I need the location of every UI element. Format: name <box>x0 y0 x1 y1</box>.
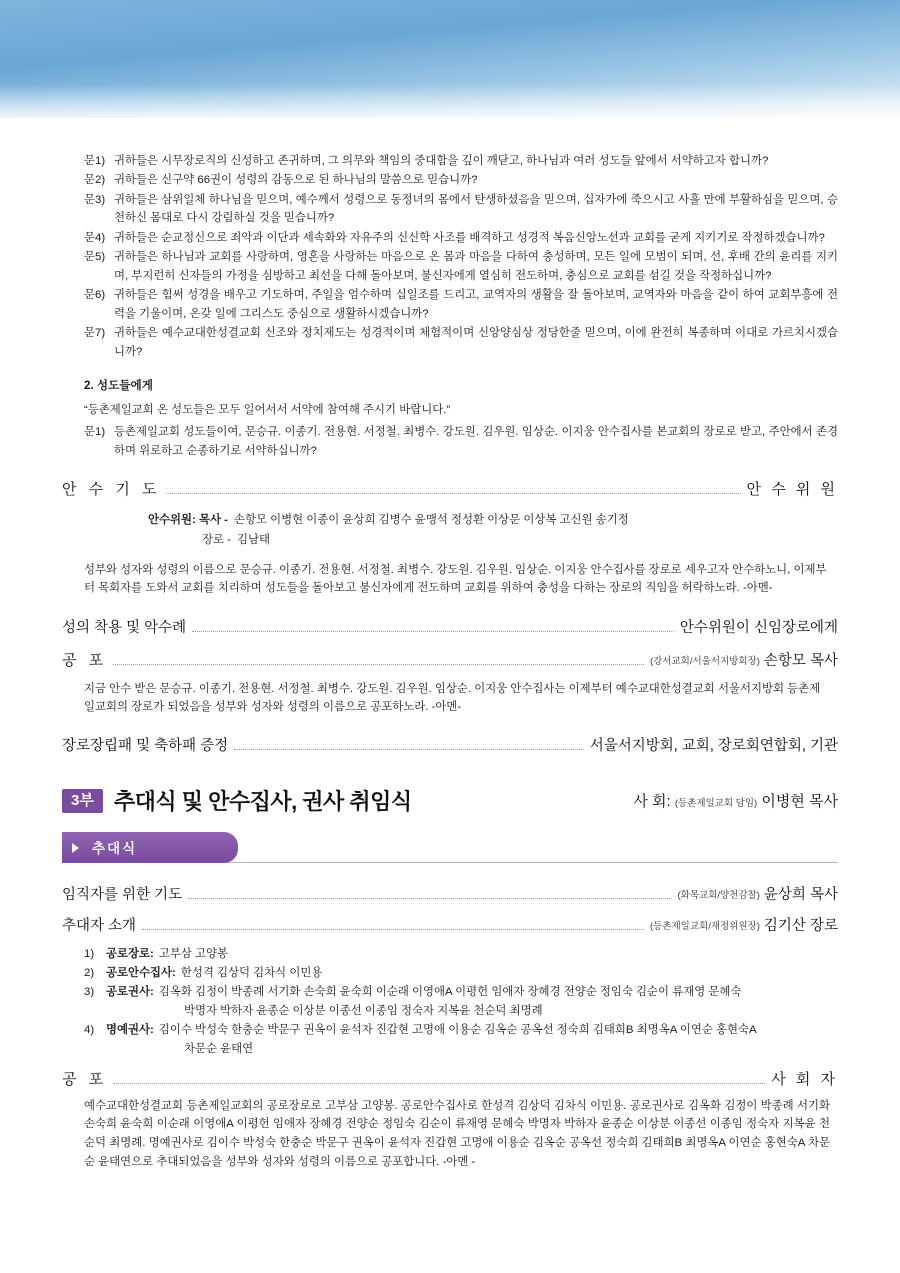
vow-question-label: 문3) <box>84 193 106 206</box>
dot-leader <box>142 928 644 930</box>
committee-pastors-row <box>148 511 830 531</box>
honoree-index: 2) <box>84 967 95 980</box>
prayer-for-officers-assignee <box>678 883 839 904</box>
dot-leader <box>234 748 584 750</box>
top-gradient-banner <box>0 0 900 118</box>
honoree-names: 고부삼 고양봉 <box>158 948 228 961</box>
honoree-intro-label: 추대자 소개 <box>62 918 137 935</box>
vow-question-item <box>84 248 838 285</box>
saints-question-text: 등촌제일교회 성도들이여, 문승규. 이종기. 전용현. 서정철. 최병수. 강도원. 김우원. 임상순. 이지웅 안수집사를 본교회의 장로로 받고, 주안에서 존경하며 위로하고 순종하기로 서약하십니까? <box>114 426 838 457</box>
vow-question-text: 귀하들은 삼위일체 하나님을 믿으며, 예수께서 성령으로 동정녀의 몸에서 탄생하셨음을 믿으며, 십자가에 죽으시고 사흘 만에 부활하심을 믿으며, 승천하신 몸대로 다시 강림하실 것을 믿습니까? <box>114 193 838 225</box>
vow-question-label: 문5) <box>84 251 106 264</box>
part3-host-label: 사 회: <box>633 793 671 811</box>
honoree-item <box>84 983 838 1001</box>
vow-question-text: 귀하들은 신구약 66권이 성령의 감동으로 된 하나님의 말씀으로 믿습니까? <box>114 174 478 187</box>
honoree-category: 공로권사: <box>106 986 154 999</box>
honoree-list <box>0 935 900 1057</box>
proclaim-assignee-name: 손항모 목사 <box>763 652 838 669</box>
proclaim-assignee-affiliation: (강서교회/서울서지방회장) <box>649 655 760 667</box>
section-heading-saints: 2. 성도들에게 <box>84 379 153 393</box>
vow-question-label: 문1) <box>84 155 106 167</box>
honoree-names: 김옥화 김정이 박종례 서기화 손숙희 윤숙희 이순래 이영애A 이평헌 임애자 장혜경 전양순 정임숙 김순이 류재영 문혜숙 <box>158 986 742 999</box>
final-proclaim-label: 공 포 <box>62 1070 108 1088</box>
ordination-declaration-text: 성부와 성자와 성령의 이름으로 문승규. 이종기. 전용현. 서정철. 최병수. 강도원. 김우원. 임상순. 이지웅 안수집사를 장로로 세우고자 안수하노니, 이제부터 목회자를 도와서 교회를 치리하며 성도들을 돌아보고 불신자에게 전도하며 교회를 위하여 충성을 다하는 장로의 직임을 허락하노라. -아멘- <box>84 563 827 595</box>
proclaim-assignee <box>650 649 838 670</box>
document-content <box>0 118 900 1172</box>
banner-fade <box>0 84 900 118</box>
part3-badge: 3부 <box>62 789 103 813</box>
prayer-for-officers-label: 임직자를 위한 기도 <box>62 887 183 904</box>
honoree-index: 3) <box>84 986 95 999</box>
vow-question-text: 귀하들은 힘써 성경을 배우고 기도하며, 주일을 엄수하며 십일조를 드리고, 교역자의 생활을 잘 돌아보며, 교역자와 마음을 같이 하여 교회부흥에 전력을 기울이며, 온갖 일에 그리스도 중심으로 생활하시겠습니까? <box>114 289 838 320</box>
vow-question-label: 문7) <box>84 327 106 340</box>
proclaim-text: 지금 안수 받은 문승규. 이종기. 전용현. 서정철. 최병수. 강도원. 김우원. 임상순. 이지웅 안수집사는 이제부터 예수교대한성결교회 서울서지방회 등촌제일교회의 장로가 되었음을 성부와 성자와 성령의 이름으로 공포하노라. -아멘- <box>84 682 821 713</box>
dot-leader <box>188 897 671 899</box>
part3-host-name: 이병현 목사 <box>761 793 838 811</box>
vow-question-label: 문4) <box>84 231 106 244</box>
vow-question-item <box>84 152 838 170</box>
dot-leader <box>166 492 740 494</box>
ordination-committee <box>0 499 900 550</box>
honoree-item <box>84 945 838 963</box>
subsection-ribbon-label: 추대식 <box>62 832 238 863</box>
intro-assignee-name: 김기산 장로 <box>763 918 838 935</box>
saints-quote: “등촌제일교회 온 성도들은 모두 일어서서 서약에 참여해 주시기 바랍니다.” <box>84 403 451 416</box>
program-row-robe <box>0 616 900 637</box>
prayer-assignee-name: 윤상희 목사 <box>763 887 838 904</box>
saints-question-item <box>84 423 838 460</box>
honoree-names-continued: 박명자 박하자 윤종순 이상분 이종선 이종임 정숙자 지복윤 천순덕 최명례 <box>184 1005 543 1018</box>
honoree-index: 1) <box>84 948 95 961</box>
vow-question-text: 귀하들은 시무장로직의 신성하고 존귀하며, 그 의무와 책임의 중대함을 깊이 깨닫고, 하나님과 여러 성도들 앞에서 서약하고자 합니까? <box>114 155 769 167</box>
intro-assignee-affiliation: (등촌제일교회/재정위원장) <box>649 921 760 933</box>
vow-question-label: 문2) <box>84 174 106 187</box>
committee-elders-names: 김남태 <box>236 533 270 546</box>
committee-pastors-label: 안수위원: 목사 - <box>148 514 228 527</box>
vow-question-list <box>0 118 900 460</box>
program-row-final-proclaim <box>0 1068 900 1089</box>
part3-host-affiliation: (등촌제일교회 담임) <box>674 798 758 810</box>
final-proclaim-text: 예수교대한성결교회 등촌제일교회의 공로장로로 고부삼 고양봉. 공로안수집사로 한성격 김상덕 김차식 이민용. 공로권사로 김옥화 김정이 박종례 서기화 손숙희 윤숙희 이순래 이영애A 이평헌 임애자 장혜경 전양순 정임숙 김순이 류재영 문혜숙 박명자 박하자 윤종순 이상분 이종선 이종임 정숙자 지복윤 천순덕 최명례. 명예권사로 김이수 박성숙 한충순 박문구 권옥이 윤석자 진갑현 고명애 이용순 김옥순 공옥선 정숙희 김태희B 최명옥A 이연순 홍현숙A 차문순 윤태연으로 추대되었음을 성부와 성자와 성령의 이름으로 공포합니다. -아멘 - <box>84 1099 830 1169</box>
honoree-item <box>84 1021 838 1039</box>
plaque-label: 장로장립패 및 축하패 증정 <box>62 738 229 755</box>
prayer-assignee-affiliation: (화목교회/양천감찰) <box>677 890 760 902</box>
program-row-ordination-prayer <box>0 478 900 499</box>
honoree-category: 공로안수집사: <box>106 967 176 980</box>
dot-leader <box>113 1082 765 1084</box>
dot-leader <box>113 663 644 665</box>
vow-question-item <box>84 229 838 247</box>
honoree-category: 명예권사: <box>106 1023 154 1036</box>
part3-header <box>0 785 900 816</box>
honoree-intro-assignee <box>650 914 838 935</box>
vow-question-item <box>84 286 838 323</box>
committee-elders-row <box>148 531 830 551</box>
dot-leader <box>192 630 674 632</box>
honoree-category: 공로장로: <box>106 948 154 961</box>
final-proclaim-assignee: 사 회 자 <box>771 1070 838 1088</box>
program-row-honoree-intro <box>0 914 900 935</box>
robe-label: 성의 착용 및 악수례 <box>62 619 187 636</box>
honoree-item <box>84 964 838 982</box>
vow-question-item <box>84 324 838 361</box>
plaque-presenters: 서울서지방회, 교회, 장로회연합회, 기관 <box>589 738 838 755</box>
saints-question-label: 문1) <box>84 426 106 439</box>
part3-host <box>633 790 838 811</box>
program-row-proclaim <box>0 649 900 670</box>
part3-title: 추대식 및 안수집사, 권사 취임식 <box>113 789 412 815</box>
committee-elders-label: 장로 - <box>202 533 231 546</box>
honoree-names-continued: 차문순 윤태연 <box>184 1042 254 1055</box>
committee-pastors-names: 손항모 이병현 이종이 윤상희 김병수 윤맹석 정성환 이상문 이상복 고신원 송기정 <box>233 514 629 527</box>
proclaim-label: 공 포 <box>62 651 108 669</box>
program-row-prayer-for-officers <box>0 883 900 904</box>
program-row-plaque <box>0 734 900 755</box>
honoree-names: 김이수 박성숙 한충순 박문구 권옥이 윤석자 진갑현 고명애 이용순 김옥순 공옥선 정숙희 김태희B 최명옥A 이연순 홍현숙A <box>158 1023 757 1036</box>
vow-question-text: 귀하들은 순교정신으로 죄악과 이단과 세속화와 자유주의 신신학 사조를 배격하고 성경적 복음신앙노선과 교회를 굳게 지키기로 작정하겠습니까? <box>114 231 825 244</box>
honoree-index: 4) <box>84 1023 95 1036</box>
honoree-names: 한성격 김상덕 김차식 이민용 <box>180 967 323 980</box>
vow-question-item <box>84 171 838 189</box>
subsection-ribbon-wrap <box>0 832 900 863</box>
vow-question-label: 문6) <box>84 289 106 302</box>
vow-question-text: 귀하들은 하나님과 교회를 사랑하며, 영혼을 사랑하는 마음으로 온 몸과 마음을 다하여 충성하며, 모든 일에 모범이 되며, 선, 후배 간의 윤리를 지키며, 부지런히 신자들의 가정을 심방하고 최선을 다해 돌아보며, 불신자에게 열심히 전도하며, 충심으로 교회를 섬길 것을 작정하십니까? <box>114 251 838 282</box>
robe-assignee: 안수위원이 신임장로에게 <box>679 619 838 636</box>
ordination-prayer-assignee: 안 수 위 원 <box>746 481 838 499</box>
vow-question-item <box>84 191 838 228</box>
vow-question-text: 귀하들은 예수교대한성결교회 신조와 정치제도는 성경적이며 체험적이며 신앙양심상 정당한줄 믿으며, 이에 완전히 복종하며 이대로 가르치시겠습니까? <box>114 327 838 358</box>
ordination-prayer-label: 안 수 기 도 <box>62 481 161 499</box>
